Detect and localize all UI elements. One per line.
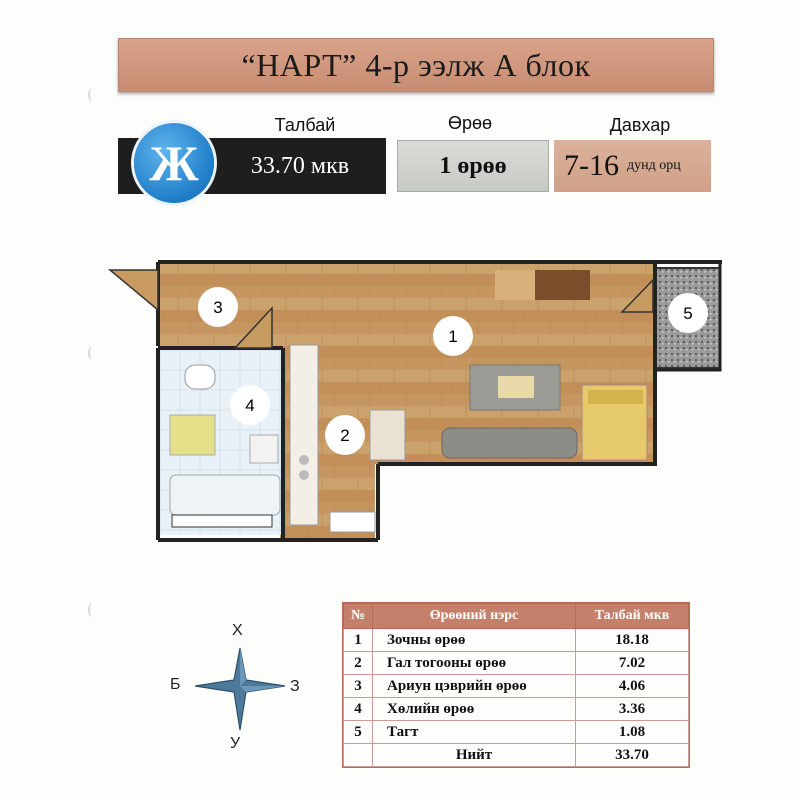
room-label-3 xyxy=(198,287,238,327)
page-title: “НАРТ” 4-р ээлж А блок xyxy=(241,46,591,83)
table-row xyxy=(344,675,689,698)
entrance-door xyxy=(110,270,158,310)
row-area: 4.06 xyxy=(576,675,689,698)
toilet xyxy=(185,365,215,389)
area-value: 33.70 мкв xyxy=(250,152,350,179)
table-header-row xyxy=(344,604,689,629)
entrance-closet xyxy=(495,270,535,300)
washing-machine xyxy=(170,415,215,455)
floor-plan xyxy=(100,250,730,550)
floor-suffix: дунд орц xyxy=(627,158,681,173)
room-label-2 xyxy=(325,415,365,455)
room-label-5 xyxy=(668,293,708,333)
table-row xyxy=(344,721,689,744)
floor-header: Давхар xyxy=(609,115,671,135)
svg-text:3: 3 xyxy=(213,298,223,317)
apartment-type-letter: Ж xyxy=(149,135,199,191)
rooms-value: 1 өрөө xyxy=(439,152,507,179)
row-area: 3.36 xyxy=(576,698,689,721)
row-name: Ариун цэврийн өрөө xyxy=(373,675,576,698)
row-name: Гал тогооны өрөө xyxy=(373,652,576,675)
svg-text:2: 2 xyxy=(340,426,350,445)
punch-hole-mark xyxy=(88,346,96,360)
stove-burner xyxy=(299,455,309,465)
floor-box xyxy=(554,140,711,192)
row-area: 18.18 xyxy=(576,629,689,652)
area-header: Талбай xyxy=(274,115,336,135)
sofa xyxy=(442,428,577,458)
coffee-table xyxy=(498,376,534,398)
wardrobe xyxy=(530,270,590,300)
total-value: 33.70 xyxy=(576,744,689,767)
room-label-4 xyxy=(230,385,270,425)
table-row xyxy=(344,698,689,721)
pillow xyxy=(588,390,643,404)
column-header-number: № xyxy=(344,604,373,629)
floor-value: 7-16 xyxy=(564,149,619,182)
row-area: 1.08 xyxy=(576,721,689,744)
room-area-table xyxy=(343,603,689,767)
bar-table xyxy=(370,410,405,460)
rooms-box xyxy=(397,140,549,192)
compass-south: У xyxy=(230,735,241,752)
svg-text:1: 1 xyxy=(448,327,458,346)
total-label: Нийт xyxy=(373,744,576,767)
row-name: Тагт xyxy=(373,721,576,744)
row-name: Хөлийн өрөө xyxy=(373,698,576,721)
table-row xyxy=(344,652,689,675)
row-area: 7.02 xyxy=(576,652,689,675)
compass-north: Х xyxy=(232,622,243,639)
bathtub xyxy=(170,475,280,515)
table-row xyxy=(344,629,689,652)
punch-hole-mark xyxy=(88,603,96,617)
row-number: 2 xyxy=(344,652,373,675)
table-total-row xyxy=(344,744,689,767)
svg-text:5: 5 xyxy=(683,304,693,323)
stove-burner xyxy=(299,470,309,480)
rooms-header: Өрөө xyxy=(447,113,493,133)
svg-text:4: 4 xyxy=(245,396,255,415)
row-number: 1 xyxy=(344,629,373,652)
kitchen-counter xyxy=(290,345,318,525)
compass-east: З xyxy=(290,678,300,695)
row-name: Зочны өрөө xyxy=(373,629,576,652)
punch-hole-mark xyxy=(88,88,96,102)
row-number: 5 xyxy=(344,721,373,744)
room-label-1 xyxy=(433,316,473,356)
compass-rose-icon xyxy=(185,640,295,740)
column-header-area: Талбай мкв xyxy=(576,604,689,629)
kitchen-chair xyxy=(330,512,375,532)
row-number: 4 xyxy=(344,698,373,721)
sink xyxy=(250,435,278,463)
total-empty-cell xyxy=(344,744,373,767)
row-number: 3 xyxy=(344,675,373,698)
title-banner xyxy=(118,38,714,92)
compass-west: Б xyxy=(170,676,181,693)
apartment-type-icon xyxy=(134,123,214,203)
bathroom-shelf xyxy=(172,515,272,527)
column-header-name: Өрөөний нэрс xyxy=(373,604,576,629)
